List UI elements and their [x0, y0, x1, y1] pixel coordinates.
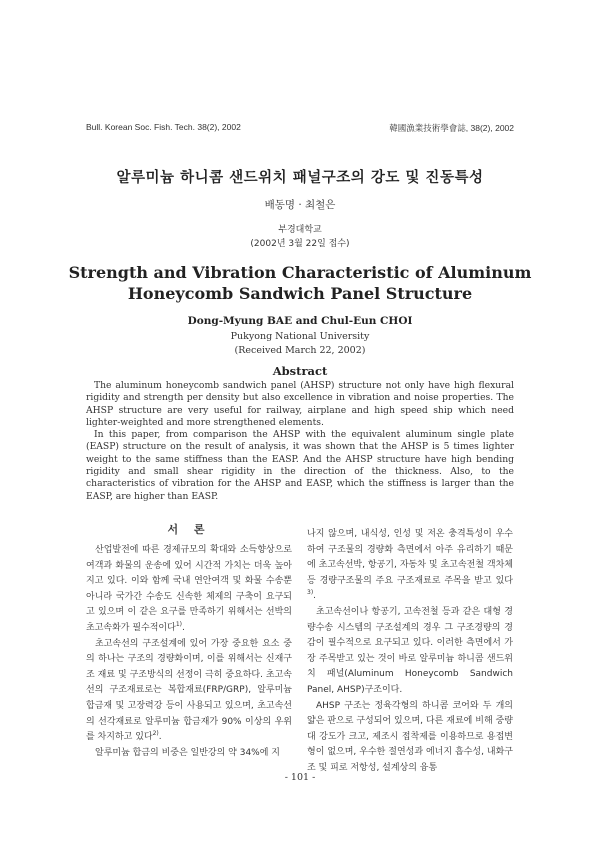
abstract-paragraph: The aluminum honeycomb sandwich panel (AHSP) structure not only have high flexural rigidity and strength per density but also excellence in vibration and noise properties. The AHSP structure are very useful for railway, airplane and high speed ship which need lighter-weighted and more strengthened elements.: [86, 380, 514, 428]
section-heading-introduction: 서 론: [167, 523, 211, 536]
received-date-korean: (2002년 3월 22일 접수): [250, 239, 350, 249]
paragraph-text: 산업발전에 따른 경제규모의 확대와 소득향상으로 여객과 화물의 운송에 있어 시간적 가치는 더욱 높아지고 있다. 이와 함께 국내 연안여객 및 화물 수송뿐 아니라 국가간 수송도 신속한 체제의 구축이 요구되고 있으며 이 같은 요구를 만족하기 위해서는 선박의 초고속화가 필수적이다: [86, 545, 292, 633]
page-number: - 101 -: [284, 772, 316, 783]
paragraph-end: .: [181, 622, 185, 633]
title-english: [60, 262, 540, 304]
authors-english: Dong-Myung BAE and Chul-Eun CHOI: [187, 315, 413, 327]
reference-mark: 1): [175, 620, 182, 628]
abstract-paragraph: In this paper, from comparison the AHSP with the equivalent aluminum single plate (EASP) structure on the result of analysis, it was shown that the AHSP is 5 times lighter weight to the same stiffness than the EASP. And the AHSP structure have high bending rigidity and small shear rigidity in the direction of the thickness. Also, to the characteristics of vibration for the AHSP and EASP, which the stiffness is larger than the EASP, are higher than EASP.: [86, 429, 514, 502]
reference-mark: 3): [307, 589, 314, 597]
reference-mark: 2): [152, 730, 159, 738]
running-header: [86, 122, 514, 136]
abstract-body: [86, 380, 514, 503]
received-date-english: (Received March 22, 2002): [234, 345, 366, 356]
left-column: [86, 523, 292, 761]
paragraph-text: 초고속선의 구조설계에 있어 가장 중요한 요소 중의 하나는 구조의 경량화이며, 이를 위해서는 신재구조 재료 및 구조방식의 선정이 극히 중요하다. 초고속선의 구조재료로는 복합재료(FRP/GRP), 알루미늄 합금재 및 고장력강 등이 사용되고 있으며, 초고속선의 선각재료로 알루미늄 합금재가 90% 이상의 우위를 차지하고 있다: [86, 638, 292, 743]
journal-citation-en: Bull. Korean Soc. Fish. Tech. 38(2), 2002: [86, 122, 241, 132]
body-paragraph: AHSP 구조는 정육각형의 하니콤 코어와 두 개의 얇은 판으로 구성되어 있으며, 다른 재료에 비해 중량대 강도가 크고, 제조시 접착제를 이용하므로 용접변형이 없으며, 우수한 절연성과 에너지 흡수성, 내화구조 및 피로 저항성, 설계상의 융통: [307, 700, 513, 773]
paragraph-end: .: [158, 732, 162, 743]
right-column: [307, 527, 513, 777]
body-paragraph: 알루미늄 합금의 비중은 일반강의 약 34%에 지: [95, 747, 280, 758]
journal-citation-ko: 韓國漁業技術學會誌, 38(2), 2002: [389, 123, 514, 133]
affiliation-korean: 부경대학교: [278, 225, 322, 235]
title-english-line1: Strength and Vibration Characteristic of Aluminum: [68, 263, 532, 282]
title-english-line2: Honeycomb Sandwich Panel Structure: [127, 284, 473, 303]
title-korean: 알루미늄 하니콤 샌드위치 패널구조의 강도 및 진동특성: [116, 170, 484, 186]
body-paragraph: 초고속선이나 항공기, 고속전철 등과 같은 대형 경량수송 시스템의 구조설계의 경우 그 구조경량의 경감이 필수적으로 요구되고 있다. 이러한 측면에서 가장 주목받고 있는 것이 바로 알루미늄 하니콤 샌드위치 패널(Aluminum Honeycomb Sandwich Panel, AHSP)구조이다.: [307, 606, 513, 695]
body-paragraph: [86, 637, 292, 746]
authors-korean: 배동명 · 최철은: [264, 199, 336, 211]
paragraph-text: 나지 않으며, 내식성, 인성 및 저온 충격특성이 우수하여 구조물의 경량화 측면에서 아주 유리하기 때문에 초고속선박, 항공기, 자동차 및 초고속전철 객차체 등 경량구조물의 주요 구조재료로 주목을 받고 있다: [307, 529, 513, 586]
affiliation-english: Pukyong National University: [230, 331, 370, 342]
paragraph-end: .: [313, 591, 317, 602]
body-paragraph: [86, 543, 292, 637]
body-paragraph: [307, 527, 513, 605]
abstract-heading: Abstract: [272, 364, 328, 378]
